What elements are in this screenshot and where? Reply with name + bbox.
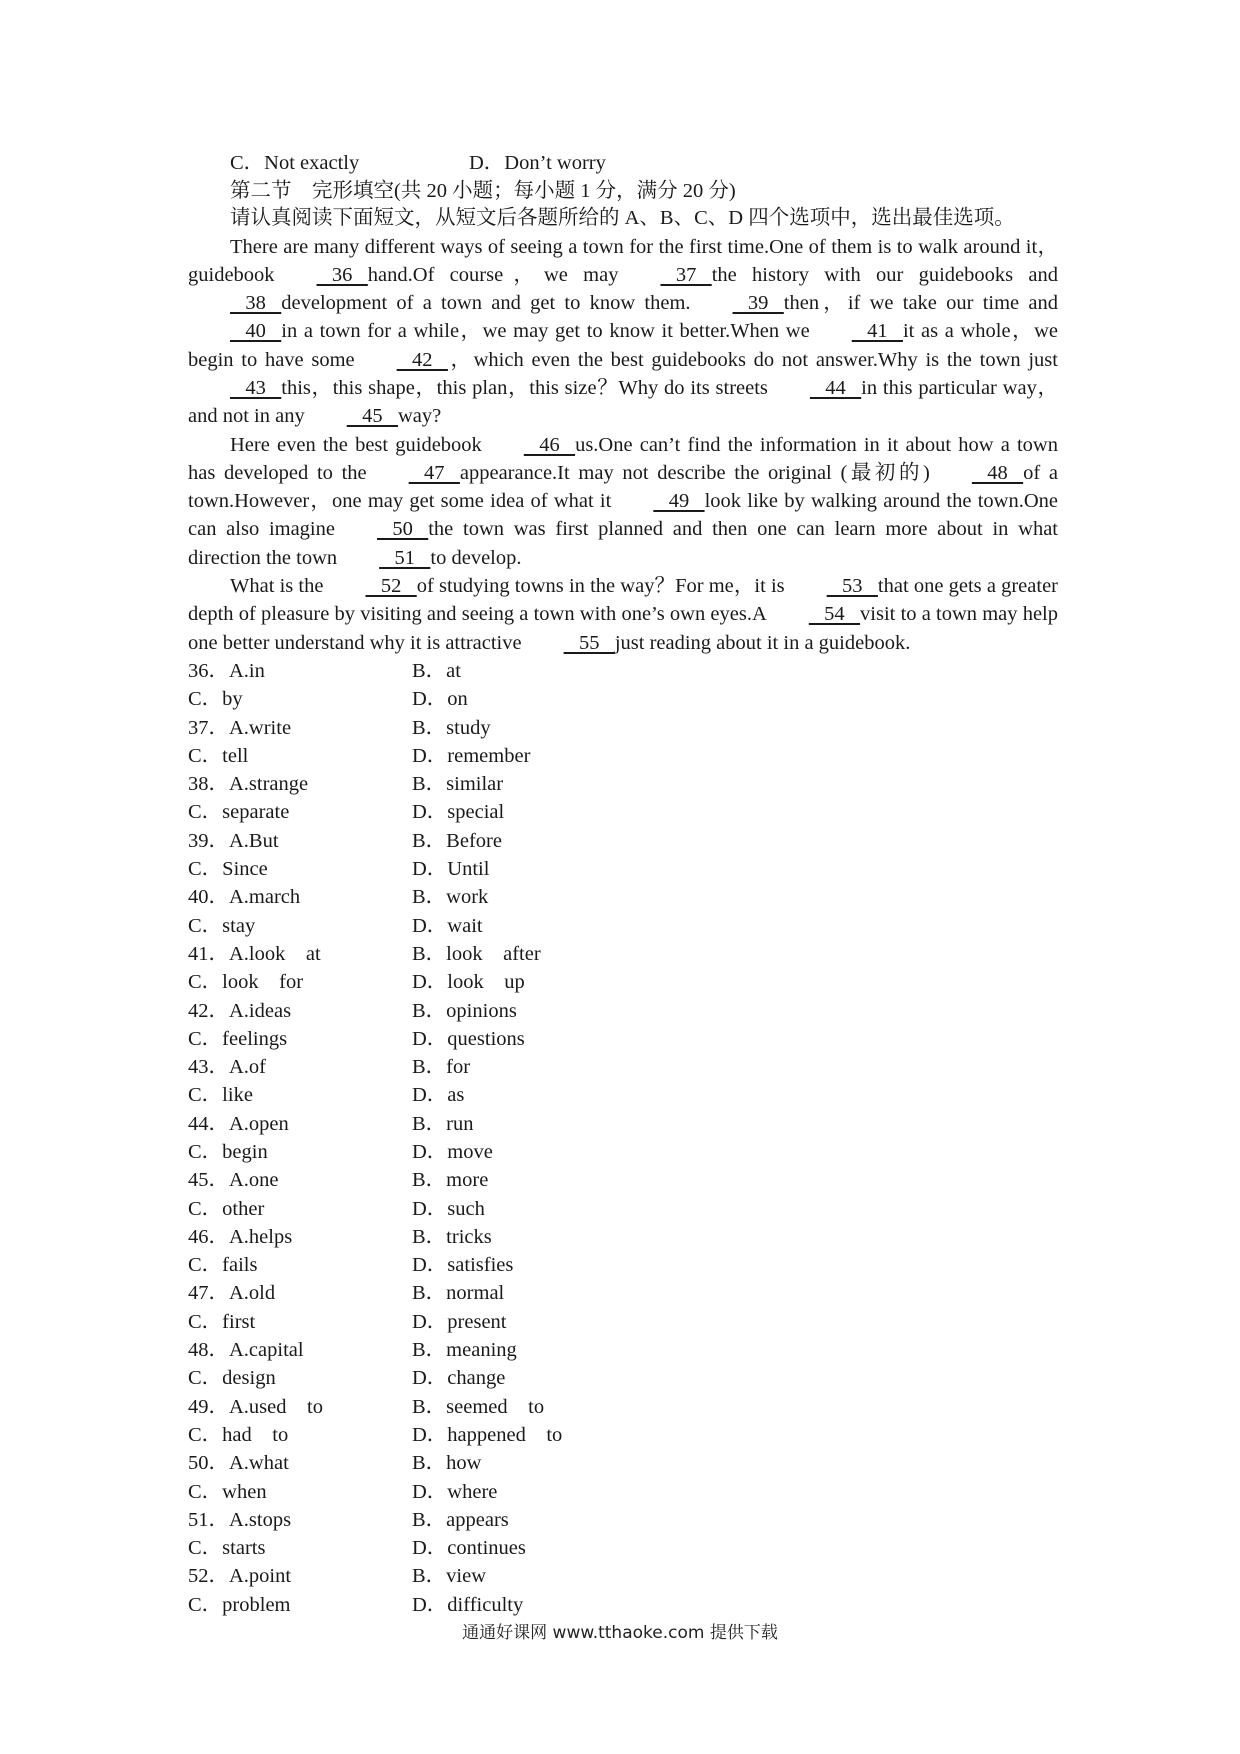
option-left: C．had to xyxy=(188,1423,289,1446)
blank-51: 51 xyxy=(379,546,431,569)
option-left: 47．A.old xyxy=(188,1282,276,1305)
option-right: B．work xyxy=(412,886,489,909)
option-row xyxy=(188,1053,1058,1081)
option-left: C．other xyxy=(188,1197,265,1220)
option-row xyxy=(188,1251,1058,1279)
option-row xyxy=(188,1393,1058,1421)
option-row xyxy=(188,798,1058,826)
option-left: 40．A.march xyxy=(188,886,301,909)
option-left: 39．A.But xyxy=(188,829,279,852)
option-row xyxy=(188,685,1058,713)
option-left: 50．A.what xyxy=(188,1452,289,1475)
passage-text: Here even the best guidebook xyxy=(230,433,482,456)
blank-39: 39 xyxy=(732,292,784,315)
blank-44: 44 xyxy=(809,376,862,399)
blank-41: 41 xyxy=(851,320,903,343)
passage-text: in a town for a while，we may get to know it better.When we xyxy=(281,320,810,343)
option-row xyxy=(188,1025,1058,1053)
blank-49: 49 xyxy=(653,490,705,513)
option-right: B．run xyxy=(412,1112,474,1135)
option-row xyxy=(188,1336,1058,1364)
blank-38: 38 xyxy=(230,292,282,315)
option-row xyxy=(188,1279,1058,1307)
option-left: C．like xyxy=(188,1084,253,1107)
passage-text: of a town.However，one may get some idea of what it xyxy=(188,461,1058,513)
option-right: D．as xyxy=(412,1084,465,1107)
blank-53: 53 xyxy=(826,575,878,598)
option-row xyxy=(188,1562,1058,1590)
option-right: D．look up xyxy=(412,971,525,994)
exam-page xyxy=(188,150,1058,1619)
option-left: C．tell xyxy=(188,744,249,767)
option-right: B．normal xyxy=(412,1282,505,1305)
blank-37: 37 xyxy=(660,263,712,286)
passage-text: development of a town and get to know them. xyxy=(281,292,691,315)
passage-text: way? xyxy=(397,405,442,428)
passage-text: the history with our guidebooks and xyxy=(711,263,1058,286)
option-right: D．special xyxy=(412,801,505,824)
passage-text: What is the xyxy=(230,575,324,598)
option-row xyxy=(188,742,1058,770)
option-right: B．appears xyxy=(412,1508,509,1531)
option-row xyxy=(188,997,1058,1025)
option-row xyxy=(188,1534,1058,1562)
option-right: B．tricks xyxy=(412,1225,492,1248)
option-row xyxy=(188,855,1058,883)
option-right: B．seemed to xyxy=(412,1395,545,1418)
option-left: 36．A.in xyxy=(188,659,265,682)
option-right: B．opinions xyxy=(412,999,517,1022)
blank-43: 43 xyxy=(230,376,282,399)
option-right: D．happened to xyxy=(412,1423,563,1446)
blank-54: 54 xyxy=(808,603,861,626)
option-c: C．Not exactly xyxy=(230,152,360,174)
passage-text: hand.Of course，we may xyxy=(367,263,619,286)
option-left: 46．A.helps xyxy=(188,1225,293,1248)
option-row xyxy=(188,968,1058,996)
option-right: D．on xyxy=(412,688,468,711)
blank-50: 50 xyxy=(376,518,429,541)
option-row xyxy=(188,1421,1058,1449)
option-right: B．more xyxy=(412,1169,489,1192)
option-row xyxy=(188,1166,1058,1194)
option-left: 48．A.capital xyxy=(188,1339,304,1362)
passage-text: the town was first planned and then one can learn more about in what direction the town xyxy=(188,518,1058,569)
option-left: C．design xyxy=(188,1367,276,1390)
option-right: D．present xyxy=(412,1310,507,1333)
blank-48: 48 xyxy=(971,461,1024,484)
option-row xyxy=(188,827,1058,855)
option-right: D．difficulty xyxy=(412,1593,524,1616)
passage-text: this，this shape，this plan，this size？Why do its streets xyxy=(281,376,768,399)
option-left: 51．A.stops xyxy=(188,1508,292,1531)
option-row xyxy=(188,1449,1058,1477)
option-left: C．by xyxy=(188,688,243,711)
footer-download-note: 通通好课网 www.tthaoke.com 提供下载 xyxy=(462,1623,778,1643)
option-right: D．questions xyxy=(412,1027,525,1050)
blank-55: 55 xyxy=(563,631,615,654)
option-right: B．Before xyxy=(412,829,502,852)
blank-40: 40 xyxy=(230,320,282,343)
option-left: 38．A.strange xyxy=(188,773,309,796)
option-right: D．remember xyxy=(412,744,531,767)
option-left: C．Since xyxy=(188,858,268,881)
blank-52: 52 xyxy=(365,575,417,598)
option-row xyxy=(188,1110,1058,1138)
option-right: D．continues xyxy=(412,1537,526,1560)
option-right: D．satisfies xyxy=(412,1254,514,1277)
option-right: B．meaning xyxy=(412,1339,517,1362)
option-right: B．at xyxy=(412,659,461,682)
option-left: C．problem xyxy=(188,1593,291,1616)
option-left: 43．A.of xyxy=(188,1056,267,1079)
passage-text: ，which even the best guidebooks do not answer.Why is the town just xyxy=(447,348,1058,371)
passage-text: then，if we take our time and xyxy=(783,292,1058,315)
passage-paragraph-2 xyxy=(188,431,1058,572)
option-row xyxy=(188,1591,1058,1619)
option-row xyxy=(188,1308,1058,1336)
option-row xyxy=(188,940,1058,968)
blank-45: 45 xyxy=(346,405,398,428)
option-left: C．fails xyxy=(188,1254,258,1277)
answer-options-list xyxy=(188,657,1058,1619)
option-left: C．feelings xyxy=(188,1027,288,1050)
option-right: D．Until xyxy=(412,858,490,881)
option-right: B．how xyxy=(412,1452,482,1475)
passage-text: it as a whole，we begin to have some xyxy=(188,320,1058,371)
option-row xyxy=(188,1478,1058,1506)
passage-paragraph-3 xyxy=(188,572,1058,657)
option-left: 44．A.open xyxy=(188,1112,289,1135)
option-row xyxy=(188,1195,1058,1223)
option-left: 49．A.used to xyxy=(188,1395,323,1418)
passage-text: visit to a town may help one better understand why it is attractive xyxy=(188,603,1059,654)
passage-paragraph-1 xyxy=(188,233,1058,431)
passage-text: There are many different ways of seeing a town for the first time.One of them is to walk around it，guidebook xyxy=(188,235,1058,286)
option-left: 41．A.look at xyxy=(188,942,321,965)
option-right: D．move xyxy=(412,1141,493,1163)
option-left: 52．A.point xyxy=(188,1565,292,1588)
option-left: C．first xyxy=(188,1310,256,1333)
option-right: D．wait xyxy=(412,914,483,937)
instruction: 请认真阅读下面短文，从短文后各题所给的 A、B、C、D 四个选项中，选出最佳选项。 xyxy=(230,207,1015,229)
option-right: B．study xyxy=(412,716,491,739)
passage-text: look like by walking around the town.One can also imagine xyxy=(188,490,1058,541)
option-row xyxy=(188,1223,1058,1251)
section-title: 第二节 完形填空(共 20 小题；每小题 1 分，满分 20 分) xyxy=(230,179,736,202)
option-left: 37．A.write xyxy=(188,716,292,739)
passage-text: to develop. xyxy=(430,546,522,569)
option-d: D．Don’t worry xyxy=(469,152,606,174)
option-row xyxy=(188,1364,1058,1392)
option-right: D．such xyxy=(412,1197,485,1220)
blank-36: 36 xyxy=(316,263,368,286)
option-right: B．view xyxy=(412,1565,487,1588)
option-right: D．where xyxy=(412,1480,498,1503)
option-left: C．when xyxy=(188,1480,267,1503)
passage-text: appearance.It may not describe the original (最初的) xyxy=(459,461,930,484)
option-left: 42．A.ideas xyxy=(188,999,292,1022)
option-row xyxy=(188,657,1058,685)
option-left: C．begin xyxy=(188,1141,268,1163)
option-row xyxy=(188,714,1058,742)
option-right: D．change xyxy=(412,1367,506,1390)
option-left: C．starts xyxy=(188,1537,266,1560)
passage-text: in this particular way，and not in any xyxy=(188,376,1058,428)
option-row xyxy=(188,1081,1058,1109)
option-left: 45．A.one xyxy=(188,1169,279,1192)
option-right: B．look after xyxy=(412,942,541,965)
passage-text: of studying towns in the way？For me，it is xyxy=(416,575,785,598)
option-right: B．similar xyxy=(412,773,504,796)
option-row xyxy=(188,912,1058,940)
blank-46: 46 xyxy=(523,433,576,456)
option-row xyxy=(188,883,1058,911)
blank-42: 42 xyxy=(396,348,448,371)
option-right: B．for xyxy=(412,1056,471,1079)
blank-47: 47 xyxy=(408,461,460,484)
option-left: C．stay xyxy=(188,914,256,937)
passage-text: us.One can’t find the information in it about how a town has developed to the xyxy=(188,433,1058,484)
option-left: C．separate xyxy=(188,801,290,824)
passage-text: just reading about it in a guidebook. xyxy=(614,631,911,654)
option-row xyxy=(188,1138,1058,1166)
option-row xyxy=(188,770,1058,798)
previous-question-options xyxy=(188,150,1058,178)
option-left: C．look for xyxy=(188,971,304,994)
passage-text: that one gets a greater depth of pleasure by visiting and seeing a town with one’s own eyes.A xyxy=(188,575,1058,626)
option-row xyxy=(188,1506,1058,1534)
